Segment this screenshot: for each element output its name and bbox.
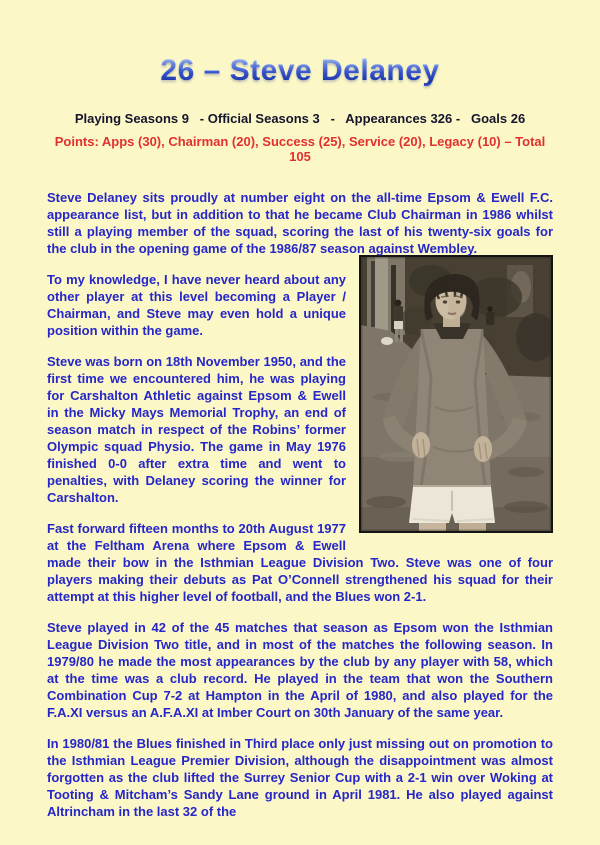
paragraph-appearances-record: Steve played in 42 of the 45 matches that season as Epsom won the Isthmian League Division Two title, and in most of the matches the following season. In 1979/80 he made the most appearances by the club by any player with 58, which at the time was a club record. He played in the team that won the Southern Combination Cup 7-2 at Hampton in the April of 1980, and also played for the F.A.XI versus an A.F.A.XI at Imber Court on 30th January of the same year. bbox=[47, 620, 553, 720]
points-line: Points: Apps (30), Chairman (20), Success (25), Service (20), Legacy (10) – Total 105 bbox=[54, 134, 546, 164]
player-photo bbox=[359, 255, 553, 533]
article-body bbox=[47, 189, 553, 820]
paragraph-unique-position: To my knowledge, I have never heard about any other player at this level becoming a Player / Chairman, and Steve may even hold a unique position within the game. bbox=[47, 272, 346, 338]
paragraph-1980-81: In 1980/81 the Blues finished in Third place only just missing out on promotion to the Isthmian League Premier Division, although the disappointment was almost forgotten as the club lifted the Surrey Senior Cup with a 2-1 win over Woking at Tooting & Mitcham’s Sandy Lane ground in April 1981. He also played against Altrincham in the last 32 of the bbox=[47, 736, 553, 819]
paragraph-debut: Fast forward fifteen months to 20th August 1977 at the Feltham Arena where Epsom & Ewell made their bow in the Isthmian League Division Two. Steve was one of four players making their debuts as Pat O’Connell strengthened his squad for their attempt at this higher level of football, and the Blues won 2-1. bbox=[47, 521, 553, 604]
player-photo-illustration bbox=[361, 257, 551, 531]
page-title: 26 – Steve Delaney bbox=[47, 54, 553, 88]
player-profile-page bbox=[0, 54, 600, 820]
stats-line: Playing Seasons 9 - Official Seasons 3 - Appearances 326 - Goals 26 bbox=[74, 111, 526, 126]
paragraph-intro: Steve Delaney sits proudly at number eight on the all-time Epsom & Ewell F.C. appearance list, but in addition to that he became Club Chairman in 1986 whilst still a playing member of the squad, scoring the last of his twenty-six goals for the club in the opening game of the 1986/87 season against Wembley. bbox=[47, 190, 553, 256]
paragraph-early-years: Steve was born on 18th November 1950, and the first time we encountered him, he was playing for Carshalton Athletic against Epsom & Ewell in the Micky Mays Memorial Trophy, an end of season match in respect of the Robins’ former Olympic squad Physio. The game in May 1976 finished 0-0 after extra time and went to penalties, with Delaney scoring the winner for Carshalton. bbox=[47, 354, 346, 505]
